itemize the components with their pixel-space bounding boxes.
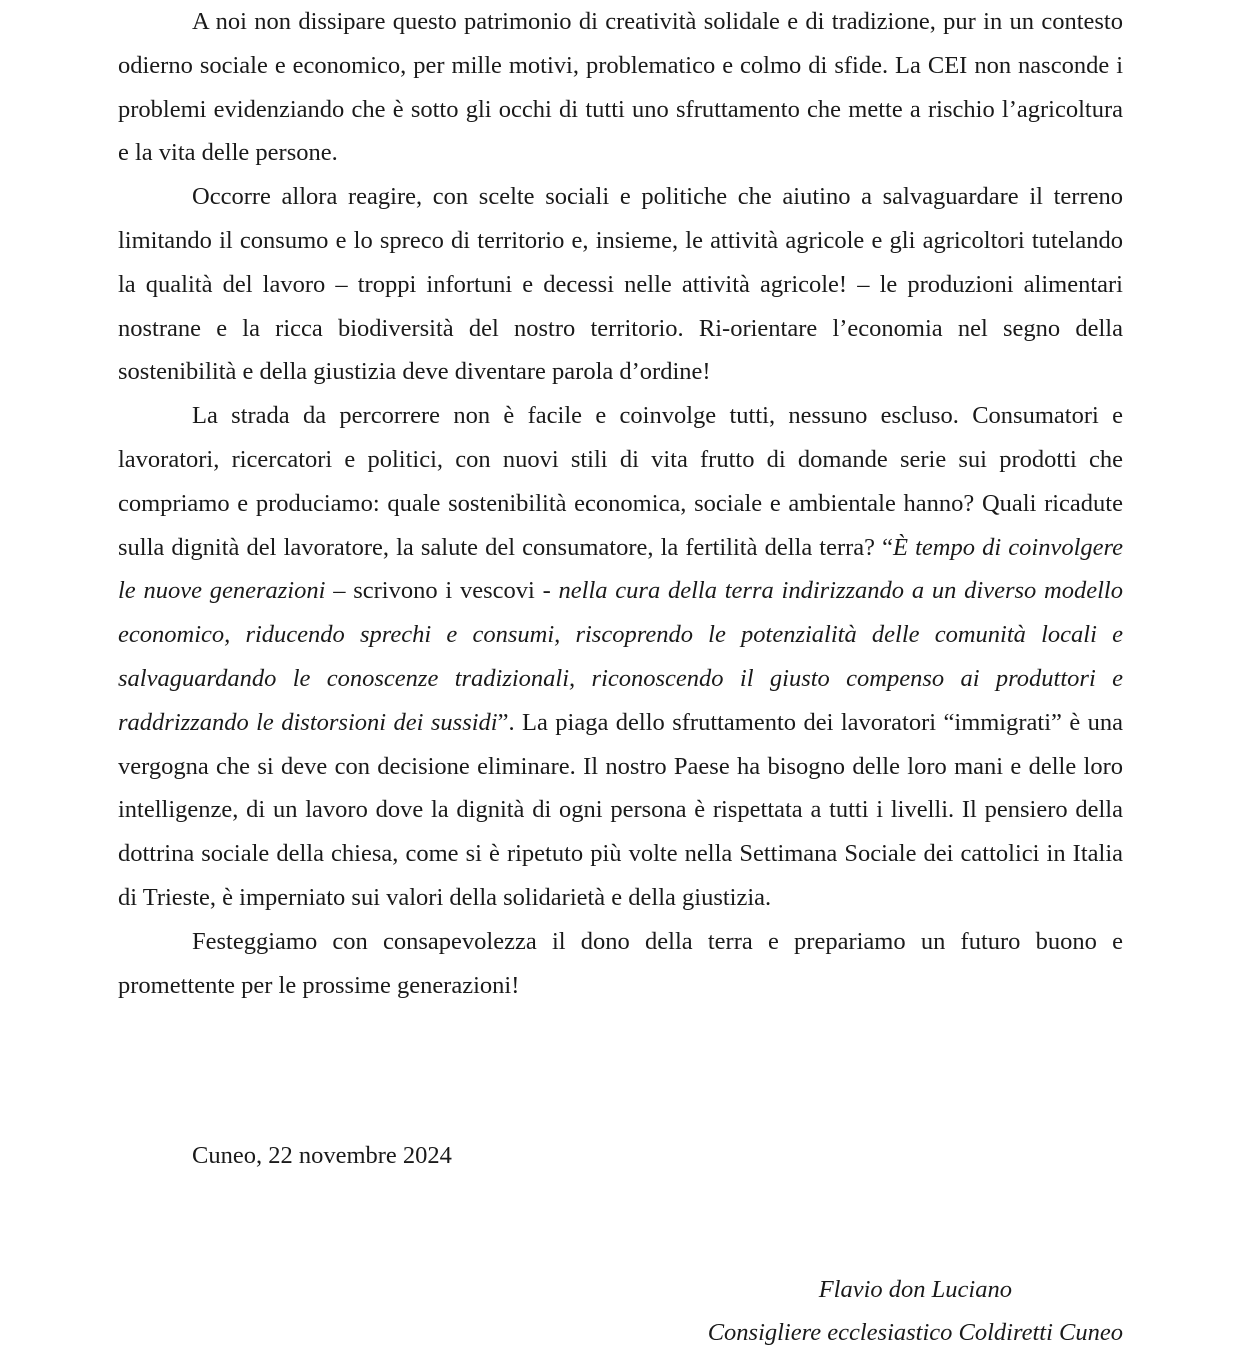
paragraph-3-text-start: La strada da percorrere non è facile e coinvolge tutti, nessuno escluso. Consumatori e lavoratori, ricercatori e politici, con nuovi stili di vita frutto di domande serie sui prodotti che compriamo e produciamo: quale sostenibilità economica, sociale e ambientale hanno? Quali ricadute sulla dignità del lavoratore, la salute del consumatore, la fertilità della terra? “	[118, 402, 1123, 561]
place-date: Cuneo, 22 novembre 2024	[192, 1142, 452, 1169]
bishops-quote-part-2: nella cura della terra indirizzando a un diverso modello economico, riducendo sprechi e consumi, riscoprendo le potenzialità delle comunità locali e salvaguardando le conoscenze tradizionali, riconoscendo il giusto compenso ai produttori e raddrizzando le distorsioni dei sussidi	[118, 577, 1123, 736]
signature-name: Flavio don Luciano	[818, 1276, 1012, 1303]
document-body	[118, 0, 1123, 1007]
paragraph-3	[118, 394, 1123, 920]
paragraph-1: A noi non dissipare questo patrimonio di creatività solidale e di tradizione, pur in un contesto odierno sociale e economico, per mille motivi, problematico e colmo di sfide. La CEI non nasconde i problemi evidenziando che è sotto gli occhi di tutti uno sfruttamento che mette a rischio l’agricoltura e la vita delle persone.	[118, 8, 1123, 167]
paragraph-2: Occorre allora reagire, con scelte sociali e politiche che aiutino a salvaguardare il terreno limitando il consumo e lo spreco di territorio e, insieme, le attività agricole e gli agricoltori tutelando la qualità del lavoro – troppi infortuni e decessi nelle attività agricole! – le produzioni alimentari nostrane e la ricca biodiversità del nostro territorio. Ri-orientare l’economia nel segno della sostenibilità e della giustizia deve diventare parola d’ordine!	[118, 183, 1123, 386]
paragraph-4: Festeggiamo con consapevolezza il dono della terra e prepariamo un futuro buono e promettente per le prossime generazioni!	[118, 927, 1123, 999]
signature-role: Consigliere ecclesiastico Coldiretti Cuneo	[707, 1319, 1123, 1346]
bishops-quote-part-1: È tempo di coinvolgere le nuove generazioni	[118, 533, 1123, 605]
signature-block	[708, 1268, 1123, 1354]
paragraph-3-text-mid: – scrivono i vescovi -	[325, 577, 559, 605]
paragraph-3-text-end: ”. La piaga dello sfruttamento dei lavoratori “immigrati” è una vergogna che si deve con decisione eliminare. Il nostro Paese ha bisogno delle loro mani e delle loro intelligenze, di un lavoro dove la dignità di ogni persona è rispettata a tutti i livelli. Il pensiero della dottrina sociale della chiesa, come si è ripetuto più volte nella Settimana Sociale dei cattolici in Italia di Trieste, è imperniato sui valori della solidarietà e della giustizia.	[118, 708, 1123, 911]
